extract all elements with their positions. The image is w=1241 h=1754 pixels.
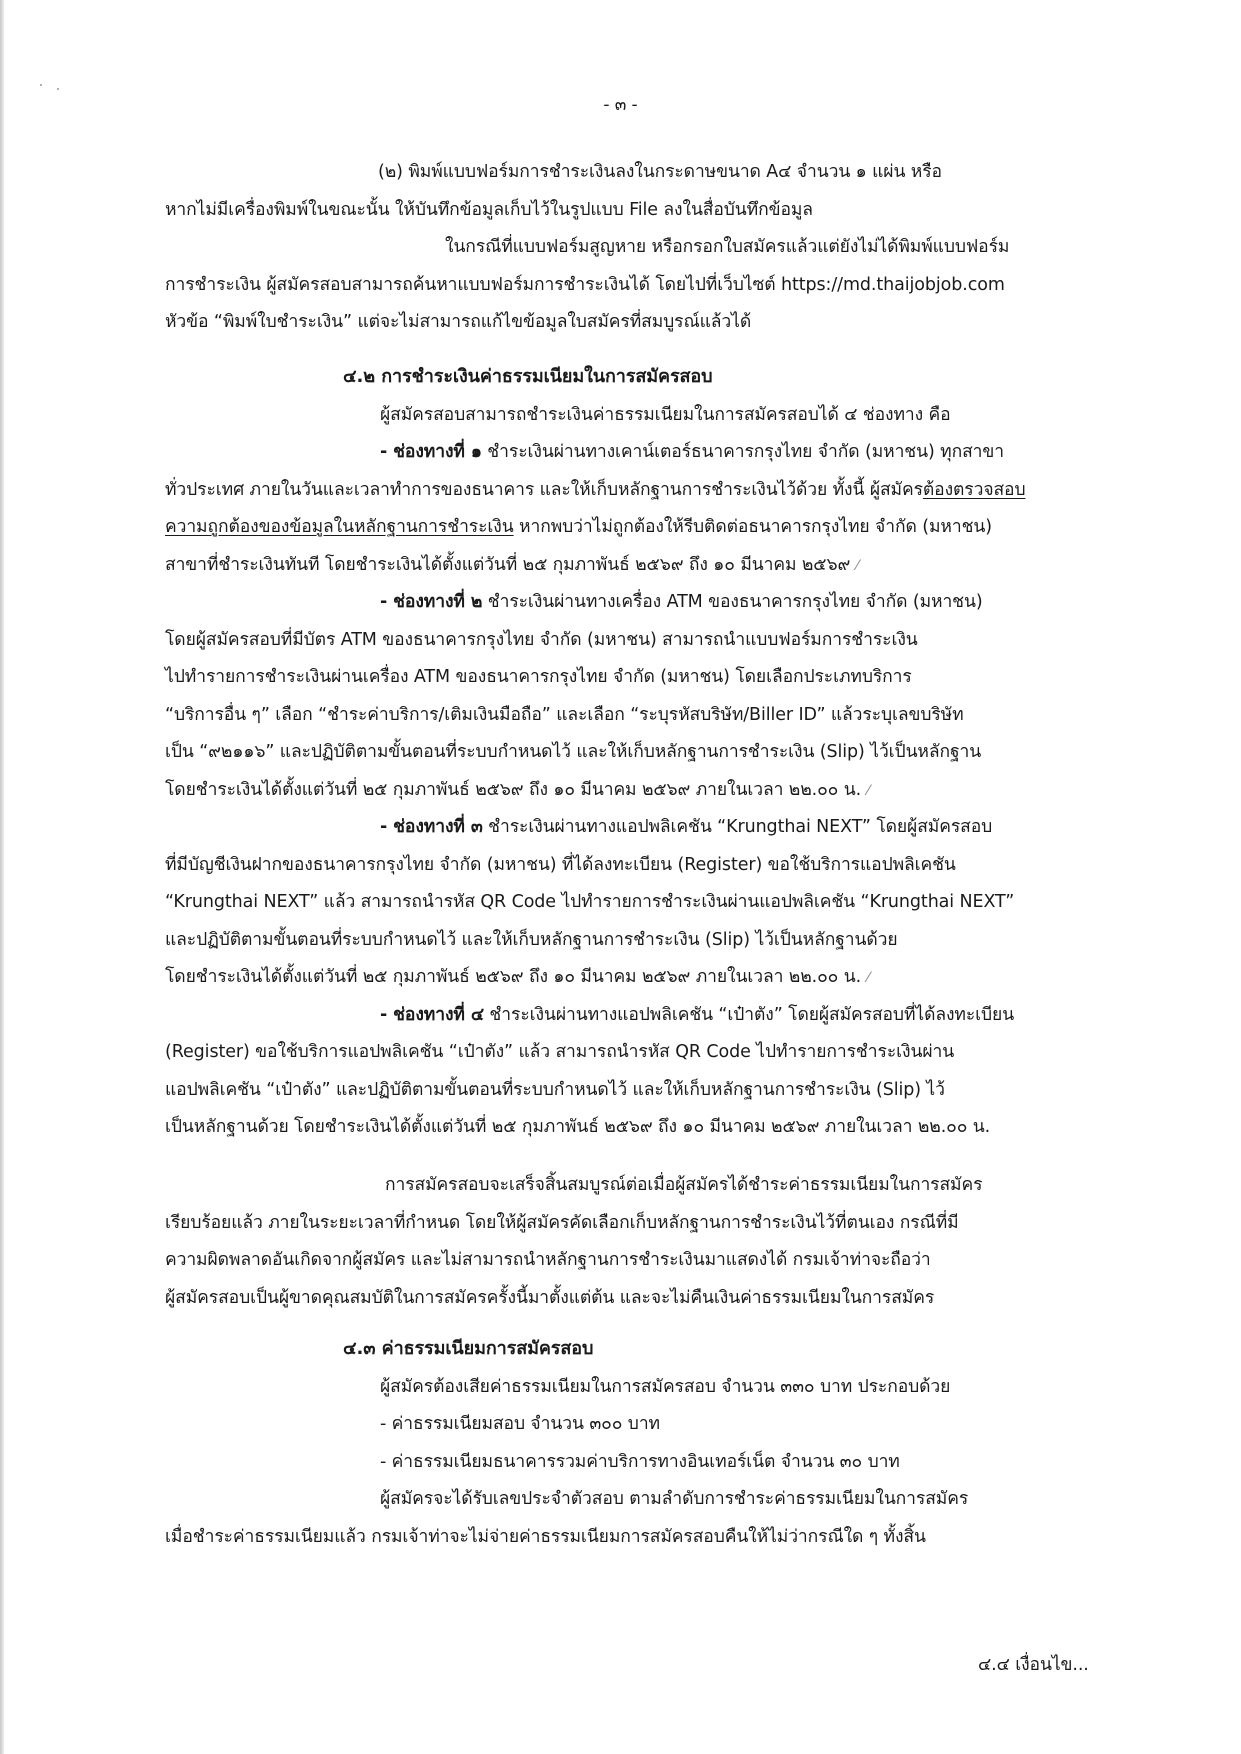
channel-4-label: - ช่องทางที่ ๔ (380, 1005, 484, 1025)
channel-2-line-2: โดยผู้สมัครสอบที่มีบัตร ATM ของธนาคารกรุงไทย จำกัด (มหาชน) สามารถนำแบบฟอร์มการชำระเงิน (165, 630, 918, 650)
channel-4-line-1: - ช่องทางที่ ๔ ชำระเงินผ่านทางแอปพลิเคชัน “เป๋าตัง” โดยผู้สมัครสอบที่ได้ลงทะเบียน (380, 1005, 1015, 1025)
channel-2-line-4: “บริการอื่น ๆ” เลือก “ชำระค่าบริการ/เติมเงินมือถือ” และเลือก “ระบุรหัสบริษัท/Biller ID” แล้วระบุเลขบริษัท (165, 705, 964, 725)
channel-1-line-2: ทั่วประเทศ ภายในวันและเวลาทำการของธนาคาร และให้เก็บหลักฐานการชำระเงินไว้ด้วย ทั้งนี้ ผู้สมัครต้องตรวจสอบ (165, 480, 1026, 500)
lost-form-text: การชำระเงิน ผู้สมัครสอบสามารถค้นหาแบบฟอร์มการชำระเงินได้ โดยไปที่เว็บไซต์ (165, 275, 782, 295)
fee-intro: ผู้สมัครต้องเสียค่าธรรมเนียมในการสมัครสอบ จำนวน ๓๓๐ บาท ประกอบด้วย (380, 1377, 951, 1397)
page-number: - ๓ - (603, 95, 638, 115)
channel-2-line-5: เป็น “๙๒๑๑๖” และปฏิบัติตามขั้นตอนที่ระบบกำหนดไว้ และให้เก็บหลักฐานการชำระเงิน (Slip) ไว้เป็นหลักฐาน (165, 742, 982, 762)
channel-2-label: - ช่องทางที่ ๒ (380, 592, 483, 612)
completion-line-1: การสมัครสอบจะเสร็จสิ้นสมบูรณ์ต่อเมื่อผู้สมัครได้ชำระค่าธรรมเนียมในการสมัคร (385, 1175, 983, 1195)
handwritten-tick-mark: ⁄ (867, 783, 870, 799)
item-2-line-2: หากไม่มีเครื่องพิมพ์ในขณะนั้น ให้บันทึกข้อมูลเก็บไว้ในรูปแบบ File ลงในสื่อบันทึกข้อมูล (165, 200, 813, 220)
fee-note-line-2: เมื่อชำระค่าธรรมเนียมแล้ว กรมเจ้าท่าจะไม่จ่ายค่าธรรมเนียมการสมัครสอบคืนให้ไม่ว่ากรณีใด ๆ ทั้งสิ้น (165, 1527, 926, 1547)
lost-form-line-3: หัวข้อ “พิมพ์ใบชำระเงิน” แต่จะไม่สามารถแก้ไขข้อมูลใบสมัครที่สมบูรณ์แล้วได้ (165, 312, 752, 332)
channel-3-line-5: โดยชำระเงินได้ตั้งแต่วันที่ ๒๕ กุมภาพันธ์ ๒๕๖๙ ถึง ๑๐ มีนาคม ๒๕๖๙ ภายในเวลา ๒๒.๐๐ น. ⁄ (165, 967, 870, 987)
lost-form-line-2 (165, 274, 1005, 296)
fee-item-exam: - ค่าธรรมเนียมสอบ จำนวน ๓๐๐ บาท (380, 1414, 660, 1434)
section-4-2-heading: ๔.๒ การชำระเงินค่าธรรมเนียมในการสมัครสอบ (343, 366, 713, 387)
website-url: https://md.thaijobjob.com (781, 275, 1005, 295)
channel-1-label: - ช่องทางที่ ๑ (380, 442, 482, 462)
channel-3-line-4: และปฏิบัติตามขั้นตอนที่ระบบกำหนดไว้ และให้เก็บหลักฐานการชำระเงิน (Slip) ไว้เป็นหลักฐานด้วย (165, 930, 898, 950)
channel-3-label: - ช่องทางที่ ๓ (380, 817, 483, 837)
scan-edge (0, 0, 4, 1754)
completion-line-2: เรียบร้อยแล้ว ภายในระยะเวลาที่กำหนด โดยให้ผู้สมัครคัดเลือกเก็บหลักฐานการชำระเงินไว้ที่ตนเอง กรณีที่มี (165, 1213, 959, 1233)
fee-note-line-1: ผู้สมัครจะได้รับเลขประจำตัวสอบ ตามลำดับการชำระค่าธรรมเนียมในการสมัคร (380, 1489, 969, 1509)
channel-1-line-4: สาขาที่ชำระเงินทันที โดยชำระเงินได้ตั้งแต่วันที่ ๒๕ กุมภาพันธ์ ๒๕๖๙ ถึง ๑๐ มีนาคม ๒๕๖๙ ⁄ (165, 555, 859, 575)
channel-4-line-2: (Register) ขอใช้บริการแอปพลิเคชัน “เป๋าตัง” แล้ว สามารถนำรหัส QR Code ไปทำรายการชำระเงินผ่าน (165, 1042, 955, 1062)
continuation-footer: ๔.๔ เงื่อนไข... (978, 1655, 1089, 1675)
fee-item-bank: - ค่าธรรมเนียมธนาคารรวมค่าบริการทางอินเทอร์เน็ต จำนวน ๓๐ บาท (380, 1452, 900, 1472)
channel-3-line-3: “Krungthai NEXT” แล้ว สามารถนำรหัส QR Code ไปทำรายการชำระเงินผ่านแอปพลิเคชัน “Krungthai NEXT” (165, 892, 1015, 912)
handwritten-tick-mark: ⁄ (867, 970, 870, 986)
item-2-line-1: (๒) พิมพ์แบบฟอร์มการชำระเงินลงในกระดาษขนาด A๔ จำนวน ๑ แผ่น หรือ (378, 162, 942, 182)
channel-2-line-1: - ช่องทางที่ ๒ ชำระเงินผ่านทางเครื่อง ATM ของธนาคารกรุงไทย จำกัด (มหาชน) (380, 592, 983, 612)
emphasis-accuracy: ความถูกต้องของข้อมูลในหลักฐานการชำระเงิน (165, 517, 514, 537)
channel-4-line-4: เป็นหลักฐานด้วย โดยชำระเงินได้ตั้งแต่วันที่ ๒๕ กุมภาพันธ์ ๒๕๖๙ ถึง ๑๐ มีนาคม ๒๕๖๙ ภายในเวลา ๒๒.๐๐ น. (165, 1117, 991, 1137)
channel-2-line-6: โดยชำระเงินได้ตั้งแต่วันที่ ๒๕ กุมภาพันธ์ ๒๕๖๙ ถึง ๑๐ มีนาคม ๒๕๖๙ ภายในเวลา ๒๒.๐๐ น. ⁄ (165, 780, 870, 800)
section-4-2-intro: ผู้สมัครสอบสามารถชำระเงินค่าธรรมเนียมในการสมัครสอบได้ ๔ ช่องทาง คือ (380, 405, 951, 425)
section-4-3-heading: ๔.๓ ค่าธรรมเนียมการสมัครสอบ (343, 1338, 594, 1359)
channel-2-line-3: ไปทำรายการชำระเงินผ่านเครื่อง ATM ของธนาคารกรุงไทย จำกัด (มหาชน) โดยเลือกประเภทบริการ (165, 667, 912, 687)
completion-line-3: ความผิดพลาดอันเกิดจากผู้สมัคร และไม่สามารถนำหลักฐานการชำระเงินมาแสดงได้ กรมเจ้าท่าจะถือว่า (165, 1250, 931, 1270)
channel-1-line-3: ความถูกต้องของข้อมูลในหลักฐานการชำระเงิน หากพบว่าไม่ถูกต้องให้รีบติดต่อธนาคารกรุงไทย จำกัด (มหาชน) (165, 517, 992, 537)
channel-4-line-3: แอปพลิเคชัน “เป๋าตัง” และปฏิบัติตามขั้นตอนที่ระบบกำหนดไว้ และให้เก็บหลักฐานการชำระเงิน (Slip) ไว้ (165, 1080, 945, 1100)
scan-speck (57, 88, 59, 90)
scan-speck (40, 84, 42, 86)
channel-3-line-1: - ช่องทางที่ ๓ ชำระเงินผ่านทางแอปพลิเคชัน “Krungthai NEXT” โดยผู้สมัครสอบ (380, 817, 993, 837)
lost-form-line-1: ในกรณีที่แบบฟอร์มสูญหาย หรือกรอกใบสมัครแล้วแต่ยังไม่ได้พิมพ์แบบฟอร์ม (445, 237, 1010, 257)
channel-3-line-2: ที่มีบัญชีเงินฝากของธนาคารกรุงไทย จำกัด (มหาชน) ที่ได้ลงทะเบียน (Register) ขอใช้บริการแอปพลิเคชัน (165, 855, 956, 875)
emphasis-check: ต้องตรวจสอบ (922, 480, 1026, 500)
channel-1-line-1: - ช่องทางที่ ๑ ชำระเงินผ่านทางเคาน์เตอร์ธนาคารกรุงไทย จำกัด (มหาชน) ทุกสาขา (380, 442, 1004, 462)
handwritten-tick-mark: ⁄ (856, 558, 859, 574)
completion-line-4: ผู้สมัครสอบเป็นผู้ขาดคุณสมบัติในการสมัครครั้งนี้มาตั้งแต่ต้น และจะไม่คืนเงินค่าธรรมเนียมในการสมัคร (165, 1288, 935, 1308)
